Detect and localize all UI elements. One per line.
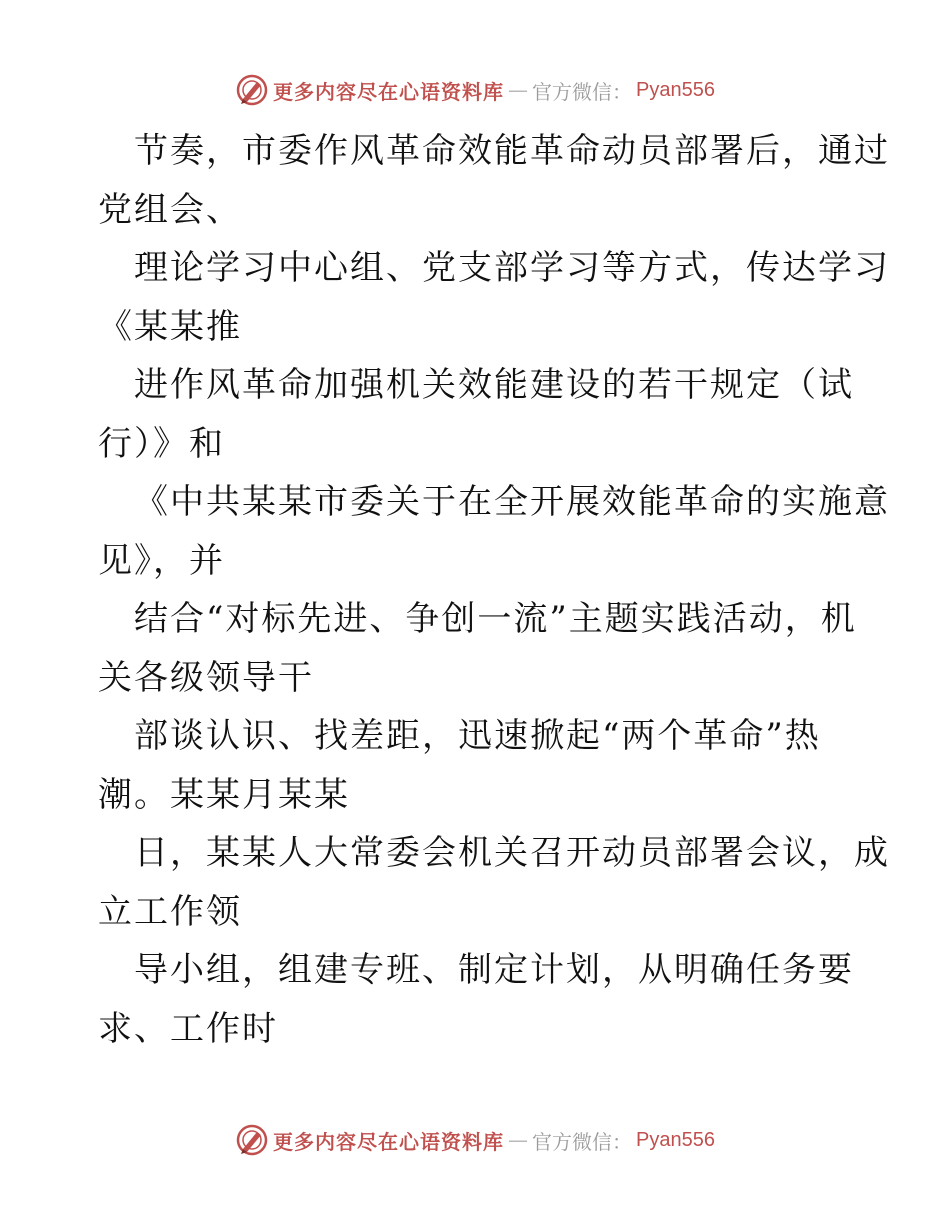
- text-line: 部谈认识、找差距，迅速掀起“两个革命”热: [134, 716, 821, 756]
- document-body: [98, 122, 890, 1058]
- text-line: 《某某推: [98, 306, 242, 347]
- wechat-id: Pyan556: [636, 1128, 715, 1151]
- text-line: 进作风革命加强机关效能建设的若干规定（试: [134, 365, 854, 405]
- site-text: 更多内容尽在心语资料库: [273, 79, 505, 104]
- footer-banner-content: [235, 1123, 715, 1157]
- banner-separator: —: [508, 1128, 529, 1152]
- wechat-label: 官方微信：: [532, 79, 633, 104]
- text-line: 见》，并: [98, 540, 225, 581]
- text-line: 党组会、: [98, 189, 242, 230]
- pen-logo-icon: [235, 73, 269, 107]
- text-line: 理论学习中心组、党支部学习等方式，传达学习: [134, 248, 890, 288]
- text-line: 结合“对标先进、争创一流”主题实践活动，机: [134, 599, 857, 639]
- site-text: 更多内容尽在心语资料库: [273, 1129, 505, 1154]
- banner-separator: —: [508, 78, 529, 102]
- wechat-id: Pyan556: [636, 78, 715, 101]
- pen-logo-icon: [235, 1123, 269, 1157]
- header-banner-content: [235, 73, 715, 107]
- text-line: 节奏，市委作风革命效能革命动员部署后，通过: [134, 131, 890, 171]
- wechat-label: 官方微信：: [532, 1129, 633, 1154]
- header-banner: [0, 70, 950, 110]
- text-line: 行）》和: [98, 423, 225, 464]
- text-line: 求、工作时: [98, 1008, 278, 1049]
- text-line: 关各级领导干: [98, 657, 314, 698]
- footer-banner: [0, 1120, 950, 1160]
- text-line: 日，某某人大常委会机关召开动员部署会议，成: [134, 833, 890, 873]
- text-line: 《中共某某市委关于在全开展效能革命的实施意: [134, 482, 890, 522]
- text-line: 立工作领: [98, 891, 242, 932]
- text-line: 潮。某某月某某: [98, 774, 350, 815]
- text-line: 导小组，组建专班、制定计划，从明确任务要: [134, 950, 854, 990]
